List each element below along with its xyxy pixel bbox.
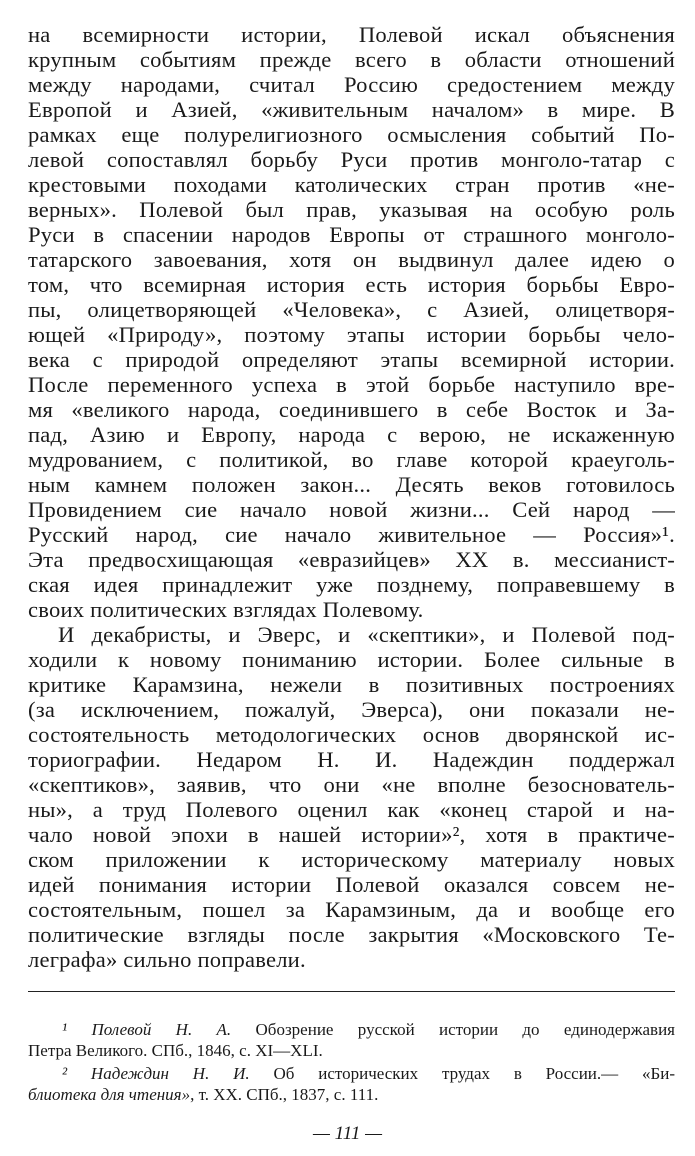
text-line: ющей «Природу», поэтому этапы истории борьбы чело- [28, 322, 675, 347]
text-line: состоятельным, пошел за Карамзиным, да и вообще его [28, 897, 675, 922]
text-line: на всемирности истории, Полевой искал объяснения [28, 22, 675, 47]
text-line: «скептиков», заявив, что они «не вполне безоснователь- [28, 772, 675, 797]
text-line: Русский народ, сие начало живительное — Россия»¹. [28, 522, 675, 547]
footnote-1-line-2: Петра Великого. СПб., 1846, с. XI—XLI. [28, 1041, 323, 1060]
text-line: идей понимания истории Полевой оказался совсем не- [28, 872, 675, 897]
footnote-2-text: Об исторических трудах в России.— «Би- [249, 1064, 676, 1083]
text-line: татарского завоевания, хотя он выдвинул далее идею о [28, 247, 675, 272]
page-number: — 111 — [313, 1123, 382, 1144]
text-line: своих политических взглядах Полевому. [28, 597, 424, 622]
text-line: мя «великого народа, соединившего в себе Восток и За- [28, 397, 675, 422]
text-line: пад, Азию и Европу, народа с верою, не искаженную [28, 422, 675, 447]
text-line: крестовыми походами католических стран против «не- [28, 172, 675, 197]
text-line: Провидением сие начало новой жизни... Сей народ — [28, 497, 675, 522]
text-line: между народами, считал Россию средостением между [28, 72, 675, 97]
footnote-1-text: Обозрение русской истории до единодержавия [231, 1020, 675, 1039]
footnote-2-author: ² Надеждин Н. И. [62, 1064, 250, 1083]
footnote-2-citation: , т. XX. СПб., 1837, с. 111. [190, 1085, 379, 1104]
text-line: политические взгляды после закрытия «Московского Те- [28, 922, 675, 947]
text-line: леграфа» сильно поправели. [28, 947, 306, 972]
footnote-2-line-1 [62, 1064, 675, 1084]
text-line: ходили к новому пониманию истории. Более сильные в [28, 647, 675, 672]
text-line: И декабристы, и Эверс, и «скептики», и Полевой под- [58, 622, 675, 647]
text-line: ны», а труд Полевого оценил как «конец старой и на- [28, 797, 675, 822]
footnote-2-line-2 [28, 1085, 675, 1105]
text-line: ториографии. Недаром Н. И. Надеждин поддержал [28, 747, 675, 772]
text-line: (за исключением, пожалуй, Эверса), они показали не- [28, 697, 675, 722]
text-line: После переменного успеха в этой борьбе наступило вре- [28, 372, 675, 397]
text-line: Эта предвосхищающая «евразийцев» XX в. мессианист- [28, 547, 675, 572]
text-line: крупным событиям прежде всего в области отношений [28, 47, 675, 72]
footnote-divider [28, 991, 675, 992]
text-line: состоятельность методологических основ дворянской ис- [28, 722, 675, 747]
text-line: критике Карамзина, нежели в позитивных построениях [28, 672, 675, 697]
text-line: ском приложении к историческому материалу новых [28, 847, 675, 872]
text-line: Руси в спасении народов Европы от страшного монголо- [28, 222, 675, 247]
footnote-2-journal: блиотека для чтения» [28, 1085, 191, 1104]
text-line: ская идея принадлежит уже позднему, поправевшему в [28, 572, 675, 597]
text-line: рамках еще полурелигиозного осмысления событий По- [28, 122, 675, 147]
text-line: том, что всемирная история есть история борьбы Евро- [28, 272, 675, 297]
footnote-1-author: ¹ Полевой Н. А. [62, 1020, 232, 1039]
text-line: века с природой определяют этапы всемирной истории. [28, 347, 675, 372]
footnote-1-line-1 [62, 1020, 675, 1040]
text-line: мудрованием, с политикой, во главе которой краеуголь- [28, 447, 675, 472]
text-line: верных». Полевой был прав, указывая на особую роль [28, 197, 675, 222]
text-line: левой сопоставлял борьбу Руси против монголо-татар с [28, 147, 675, 172]
text-line: Европой и Азией, «живительным началом» в мире. В [28, 97, 675, 122]
text-line: пы, олицетворяющей «Человека», с Азией, олицетворя- [28, 297, 675, 322]
text-line: чало новой эпохи в нашей истории»², хотя в практиче- [28, 822, 675, 847]
text-line: ным камнем положен закон... Десять веков готовилось [28, 472, 675, 497]
